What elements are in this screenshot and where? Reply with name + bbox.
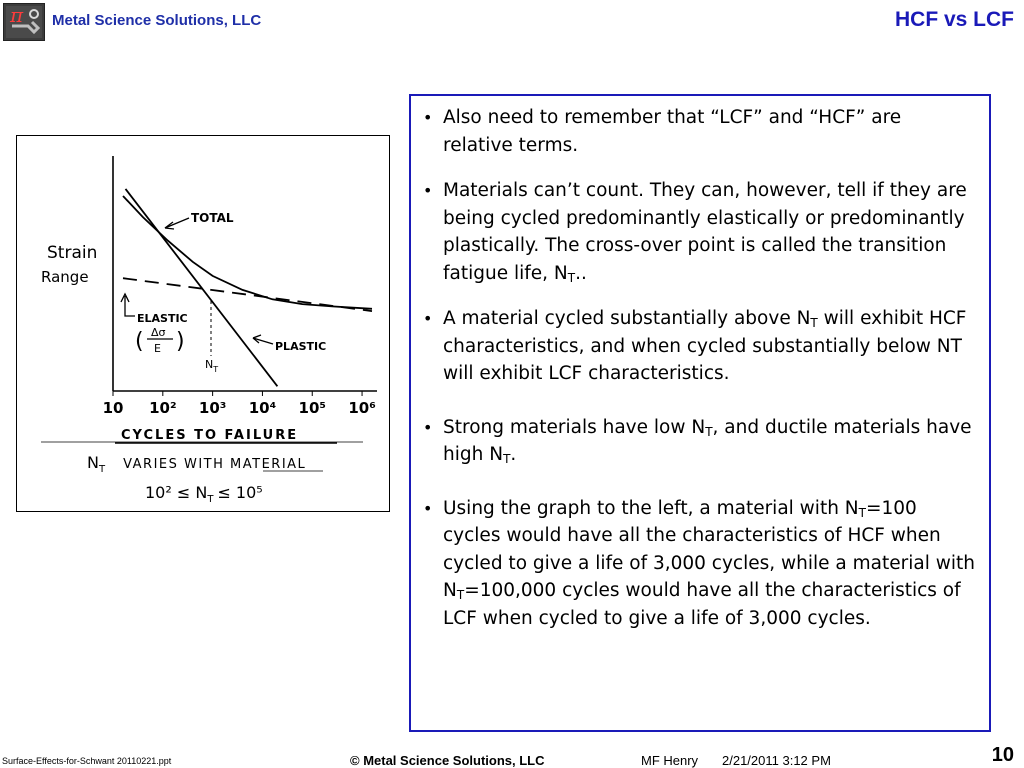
nt-range-note: $10^2 \le N_T \le 10^5$ xyxy=(145,483,263,505)
chart-marks xyxy=(123,189,372,386)
slide-title: HCF vs LCF xyxy=(894,8,1014,31)
x-tick-label: 10⁶ xyxy=(348,399,376,417)
total-label: TOTAL xyxy=(191,211,234,225)
x-tick-label: 10 xyxy=(102,399,124,417)
y-axis-label-line2: Range xyxy=(41,268,89,286)
pi-wrench-logo-icon xyxy=(3,3,45,41)
nt-label: $N_T$ xyxy=(205,358,219,374)
explanation-textbox xyxy=(409,94,991,732)
series-total-line xyxy=(123,196,372,309)
strain-life-figure xyxy=(16,135,390,512)
x-tick-label: 10⁴ xyxy=(248,399,277,417)
svg-text:π: π xyxy=(10,4,24,27)
bullet-relative-terms: • Also need to remember that “LCF” and “HCF” are relative terms. xyxy=(423,104,975,159)
company-name: Metal Science Solutions, LLC xyxy=(52,12,262,29)
footer-filename: Surface-Effects-for-Schwant 20110221.ppt xyxy=(2,756,172,766)
svg-text:): ) xyxy=(176,329,185,354)
bullet-materials-cant-count: • Materials can’t count. They can, however, tell if they are being cycled predominantly elastically or predominantly plastically. The cross-over point is called the transition fatigue life, $N_T$.. xyxy=(423,177,975,287)
elastic-bracket xyxy=(125,296,135,316)
x-axis-label: CYCLES TO FAILURE xyxy=(121,428,299,443)
total-arrow xyxy=(165,218,189,228)
y-axis-label-line1: Strain xyxy=(47,243,98,263)
elastic-label: ELASTIC xyxy=(137,312,188,325)
footer-author: MF Henry xyxy=(641,753,699,768)
footer-datetime: 2/21/2011 3:12 PM xyxy=(722,753,831,768)
footer-copyright: © Metal Science Solutions, LLC xyxy=(350,753,545,768)
bullet-graph-example: • Using the graph to the left, a material with $N_T=100$ cycles would have all the characteristics of HCF when cycled to give a life of 3,000 cycles, while a material with $N_T=100,000$ cycles would have all the characteristics of LCF when cycled to give a life of 3,000 cycles. xyxy=(423,495,975,633)
x-tick-labels xyxy=(103,391,376,417)
nt-varies-note: $N_T$ VARIES WITH MATERIAL xyxy=(87,453,307,475)
x-tick-label: 10³ xyxy=(198,399,227,417)
modulus-label: E xyxy=(154,342,161,355)
x-tick-label: 10⁵ xyxy=(298,399,326,417)
page-number: 10 xyxy=(991,744,1014,766)
x-tick-label: 10² xyxy=(149,399,177,417)
svg-text:(: ( xyxy=(135,329,144,354)
bullet-cycled-above-nt: • A material cycled substantially above $N_T$ will exhibit HCF characteristics, and when cycled substantially below NT will exhibit LCF characteristics. xyxy=(423,305,975,388)
plastic-label: PLASTIC xyxy=(275,340,327,353)
bullet-strong-vs-ductile: • Strong materials have low $N_T$, and ductile materials have high $N_T$. xyxy=(423,414,975,469)
delta-sigma-label: Δσ xyxy=(151,326,166,339)
